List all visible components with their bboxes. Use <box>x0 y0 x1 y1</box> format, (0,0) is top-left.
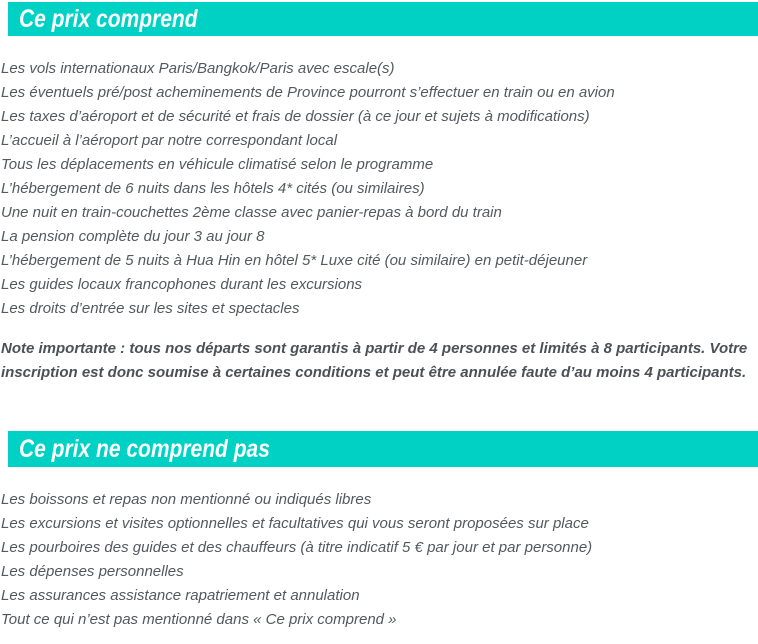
list-item: Les éventuels pré/post acheminements de Province pourront s’effectuer en train ou en avion <box>1 84 615 101</box>
list-item: Les taxes d’aéroport et de sécurité et frais de dossier (à ce jour et sujets à modifications) <box>1 108 590 125</box>
section-price-included <box>0 2 758 385</box>
list-item: Les droits d’entrée sur les sites et spectacles <box>1 300 300 317</box>
not-included-items-list <box>0 488 758 632</box>
list-item: Les boissons et repas non mentionné ou indiqués libres <box>1 491 372 508</box>
list-item: Les guides locaux francophones durant les excursions <box>1 276 363 293</box>
section-included-header <box>8 2 758 36</box>
list-item: Une nuit en train-couchettes 2ème classe avec panier-repas à bord du train <box>1 204 502 221</box>
list-item: L’hébergement de 6 nuits dans les hôtels 4* cités (ou similaires) <box>1 180 425 197</box>
section-not-included-header <box>8 431 758 467</box>
important-note: Note importante : tous nos départs sont garantis à partir de 4 personnes et limités à 8 participants. Votre inscription est donc soumise à certaines conditions et peut être annulée faute d’au moins 4 participants. <box>1 340 748 381</box>
section-included-title: Ce prix comprend <box>19 4 198 33</box>
list-item: Les dépenses personnelles <box>1 563 184 580</box>
list-item: Les assurances assistance rapatriement et annulation <box>1 587 360 604</box>
list-item: La pension complète du jour 3 au jour 8 <box>1 228 265 245</box>
section-price-not-included <box>0 431 758 632</box>
list-item: Tout ce qui n’est pas mentionné dans « Ce prix comprend » <box>1 611 397 628</box>
list-item: Les excursions et visites optionnelles et facultatives qui vous seront proposées sur place <box>1 515 589 532</box>
list-item: Les pourboires des guides et des chauffeurs (à titre indicatif 5 € par jour et par personne) <box>1 539 593 556</box>
list-item: L’hébergement de 5 nuits à Hua Hin en hôtel 5* Luxe cité (ou similaire) en petit-déjeuner <box>1 252 588 269</box>
list-item: Tous les déplacements en véhicule climatisé selon le programme <box>1 156 434 173</box>
list-item: Les vols internationaux Paris/Bangkok/Paris avec escale(s) <box>1 60 395 77</box>
list-item: L’accueil à l’aéroport par notre correspondant local <box>1 132 338 149</box>
included-items-list <box>0 57 758 321</box>
section-not-included-title: Ce prix ne comprend pas <box>19 434 270 463</box>
